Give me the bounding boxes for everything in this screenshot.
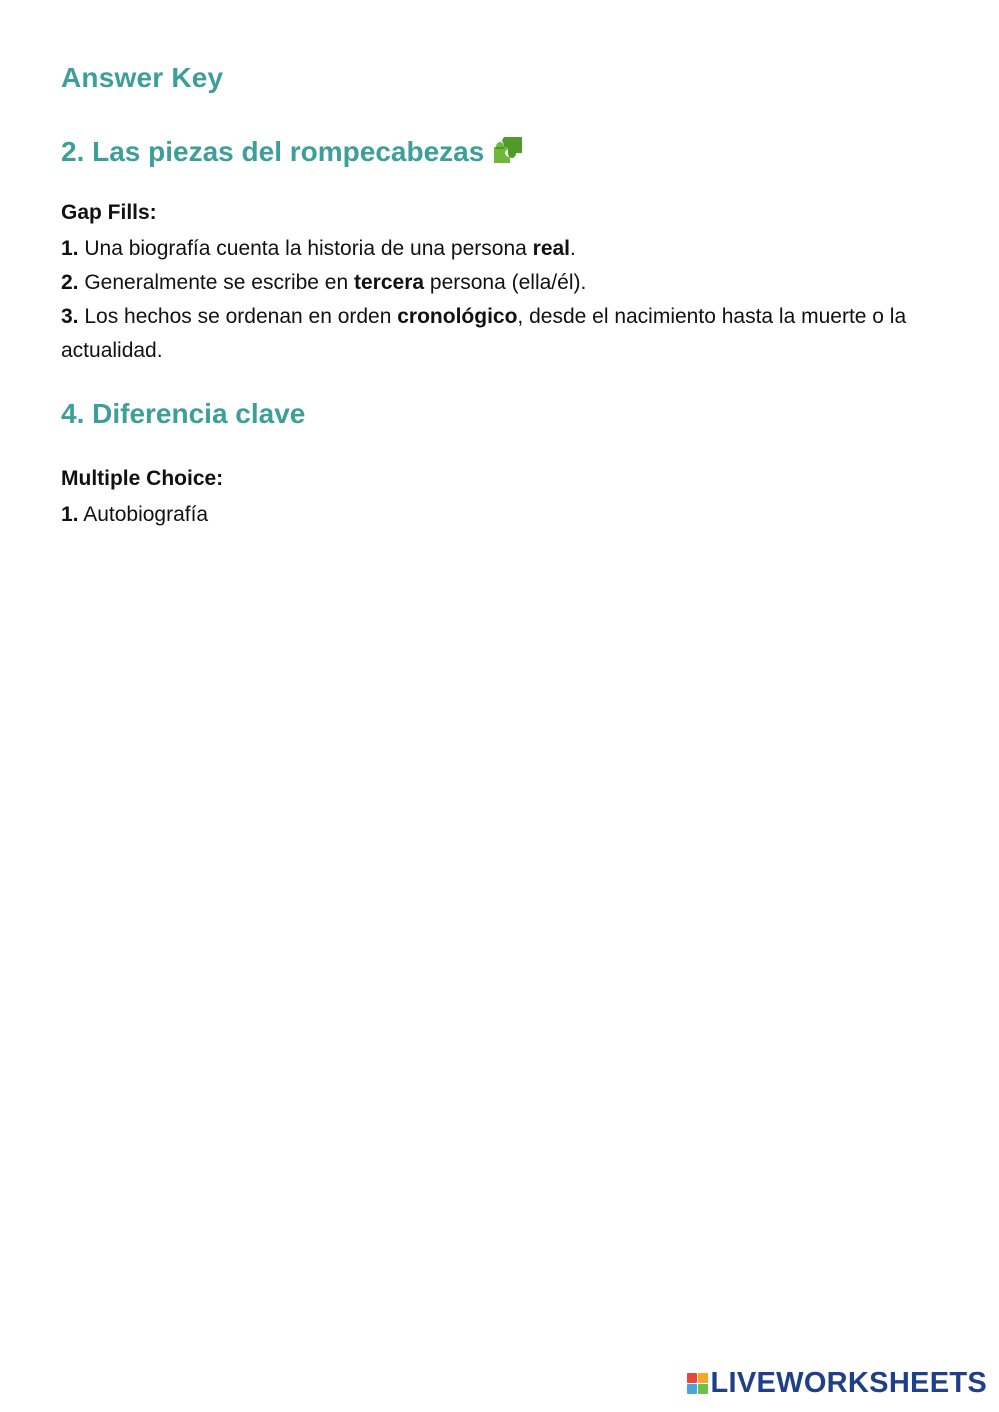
item-answer: cronológico (397, 305, 518, 328)
gap-fill-item (61, 300, 931, 368)
section-heading-text: 2. Las piezas del rompecabezas (61, 136, 485, 167)
item-number: 1. (61, 237, 79, 260)
item-answer: tercera (354, 271, 425, 294)
brand-name: LIVEWORKSHEETS (710, 1367, 987, 1399)
item-text-before: Los hechos se ordenan en orden (78, 305, 398, 328)
item-number: 1. (61, 503, 79, 526)
section-heading-key-difference: 4. Diferencia clave (61, 398, 306, 429)
gap-fill-item (61, 266, 931, 300)
item-number: 3. (61, 305, 79, 328)
item-text-before: Generalmente se escribe en (78, 271, 354, 294)
item-text-after: persona (ella/él). (424, 271, 587, 294)
item-text-before: Una biografía cuenta la historia de una persona (78, 237, 533, 260)
item-answer: real (532, 237, 571, 260)
multiple-choice-label: Multiple Choice: (61, 467, 224, 490)
item-text-after: , desde el nacimiento hasta la muerte o la actualidad. (61, 305, 907, 362)
item-text-after: . (570, 237, 576, 260)
section-heading-puzzle-pieces (61, 133, 526, 168)
multiple-choice-item (61, 498, 931, 532)
gap-fills-label: Gap Fills: (61, 201, 157, 224)
liveworksheets-logo (687, 1367, 988, 1400)
item-number: 2. (61, 271, 79, 294)
item-text: Autobiografía (78, 503, 209, 526)
page-title: Answer Key (61, 62, 224, 93)
gap-fill-item (61, 232, 931, 266)
liveworksheets-logo-icon (687, 1373, 708, 1394)
puzzle-piece-icon (490, 133, 526, 167)
